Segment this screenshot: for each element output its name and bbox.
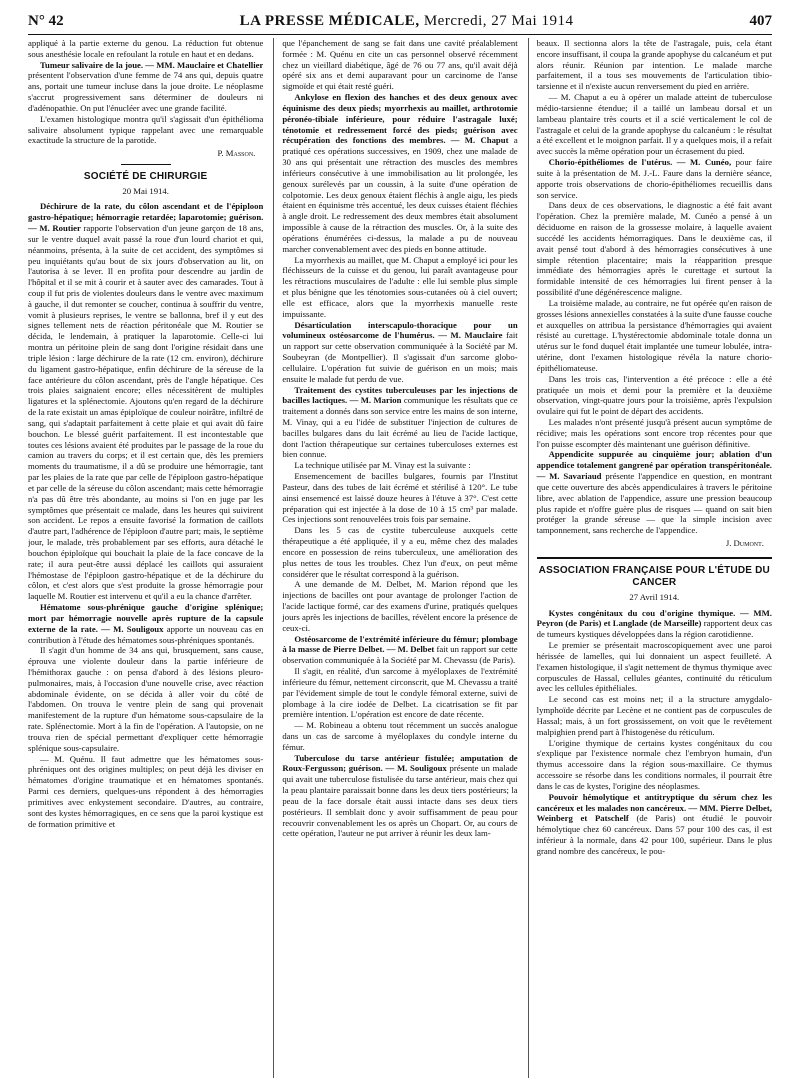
column-1 (28, 38, 263, 1078)
section-date: 20 Mai 1914. (122, 185, 169, 196)
article-text: présentent l'observation d'une femme de 74 ans qui, depuis quatre ans, portait une tumeur incluse dans la joue droite. Le néoplasme s'accrut progressivement sans déterminer de douleurs ni d'adénopathie. On put l'énucléer avec une grande facilité. (28, 70, 264, 113)
article-text: fait un rapport sur cette observation communiquée à la Société par M. Chevassu (de Paris). (282, 644, 518, 666)
paragraph: appliqué à la partie externe du genou. La réduction fut obtenue sous anesthésie locale en refoulant la rotule en haut et en dedans. (28, 38, 264, 59)
article-title: Ostéosarcome de l'extrémité inférieure du fémur; plombage à la masse de Pierre Delbet. — M. Delbet (282, 633, 518, 655)
article-text: apporte un nouveau cas en contribution à l'étude des hématomes sous-phréniques spontanés. (28, 623, 264, 645)
paragraph: La troisième malade, au contraire, ne fut opérée qu'en raison de grosses lésions annexielles constatées à la suite d'une fausse couche et auxquelles on attribua la persistance d'hémorragies qui avaient résisté au curettage. L'hystérectomie abdominale totale donna un utérus sur le fond duquel était implantée une tumeur lobulée, intra-utérine, dont l'examen histologique révéla la nature chorio-épithéliomateuse. (536, 297, 772, 373)
section-date: 27 Avril 1914. (629, 591, 680, 602)
article-text: présente un malade qui avait une tuberculose fistulisée du tarse antérieur, mais chez qui la peau plantaire paraissait bonne dans les deux tiers postérieurs; la peau de la face dorsale était aussi intacte dans ses deux tiers postérieurs. Il semblait donc y avoir suffisamment de peau pour recouvrir convenablement les os après un Chopart. Or, au cours de cette opération, l'auteur ne put arriver à réunir les deux lam- (282, 763, 518, 839)
paragraph: L'origine thymique de certains kystes congénitaux du cou s'explique par l'existence normale chez l'embryon humain, d'un thymus accessoire dans la région sous-maxillaire. Ce thymus accessoire se résorbe dans les conditions normales, il pourrait être dans le cas de kystes, l'origine des néoplasmes. (536, 737, 772, 791)
article-salivary-tumor (28, 60, 263, 114)
issue-date: Mercredi, 27 Mai 1914 (423, 12, 574, 29)
article-title: Pouvoir hémolytique et antitryptique du sérum chez les cancéreux et les malades non cancéreux. — MM. Pierre Delbet, Weinberg et Patschelf (536, 791, 772, 824)
article-text: présente l'appendice en question, en montrant que cette ouverture des abcès appendiculaires à travers le péritoine libre, avec ablation de l'appendice, assure une pression beaucoup plus rapide et n'offre guère plus de risques — quand on sait bien protéger la grande séreuse — que la simple incision avec tamponnement, sans recherche de l'appendice. (536, 471, 772, 536)
article-congenital-cysts (537, 608, 772, 640)
article-title: Appendicite suppurée au cinquième jour; ablation d'un appendice totalement gangrené par opération transpéritonéale. — M. Savariaud (536, 449, 772, 482)
article-text: a pratiqué ces opérations successives, en 1909, chez une malade de 30 ans qui présentait une rétraction des muscles des membres inférieurs consécutive à une immobilisation au lit prolongée, les genoux surélevés par un coussin, à la suite d'une opération de colpotomie. Les deux genoux étaient fléchis à angle aigu, les pieds étaient en équinisme très accentué, les deux cuisses étaient fléchies à angle droit. Le redressement des deux membres était absolument impossible à cause de la rétraction des muscles. Or, à la suite des opérations énumérées ci-dessus, la malade a pu de nouveau marcher convenablement avec des pieds en bonne attitude. (282, 135, 518, 254)
section-title: ASSOCIATION FRANÇAISE POUR L'ÉTUDE DU CANCER (538, 564, 770, 589)
article-appendicitis (537, 449, 772, 536)
column-2 (273, 38, 517, 1078)
article-hemolytic-power (537, 792, 772, 857)
paragraph: — M. Quénu. Il faut admettre que les hématomes sous-phréniques ont des origines multiples; on peut déjà les diviser en hématomes d'origine traumatique et en hématomes spontanés. Parmi ces derniers, quelques-uns répondent à des hémorragies primitives avec enkystement secondaire. D'autres, au contraire, sont des kystes hémorragiques, en ce sens que la paroi kystique est de formation primitive et (28, 753, 264, 829)
article-text: communique les résultats que ce traitement a donnés dans son service entre les mains de son interne, M. Vinay, qui a eu l'idée de substituer l'injection de cultures de bacilles bulgares dans du lait écrémé au lieu de l'acide lactique, dont l'action thérapeutique sur certaines tuberculoses externes est bien connue. (282, 395, 518, 460)
article-text: (de Paris) ont étudié le pouvoir hémolytique chez 60 cancéreux. Dans 57 pour 100 des cas, il est inférieur à la normale, dans 42 pour 100, supérieur. Dans le plus grand nombre des cancéreux, le pou- (536, 813, 772, 856)
paragraph: beaux. Il sectionna alors la tête de l'astragale, puis, cela étant encore insuffisant, il coupa la grande apophyse du calcanéum et put alors réunir. Réunion par intention. Le malade marche parfaitement, il a tous ses mouvements de l'articulation tibio-tarsienne et il n'existe aucun renversement du pied en arrière. (536, 38, 772, 92)
paragraph: L'examen histologique montra qu'il s'agissait d'un épithélioma salivaire absolument typique rappelant avec une remarquable exactitude la structure de la parotide. (28, 113, 264, 146)
article-osteosarcoma (282, 634, 517, 666)
columns (28, 38, 772, 1078)
article-title: Ankylose en flexion des hanches et des deux genoux avec équinisme des deux pieds; myorrhexis au maillet, arthrotomie péronéo-tibiale inférieure, pour réduire l'astragale luxé; ténotomie et redressement forcé des pieds; guérison avec récupération des fonctions des membres. — M. Chaput (282, 92, 518, 146)
divider (537, 557, 772, 559)
paragraph: Il s'agit d'un homme de 34 ans qui, brusquement, sans cause, éprouva une violente douleur dans la partie inférieure de l'hémithorax gauche : on pensa d'abord à des lésions pleuro-pulmonaires, mais, à l'occasion d'une nouvelle crise, avec réaction abdominale évidente, on se décida à aller voir du côté de l'abdomen. On trouva le ventre plein de sang qui provenait manifestement de la rupture d'un hématome sous-capsulaire de la rate. Splénectomie. Mort à la fin de l'opération. A l'autopsie, on ne trouva rien de spécial permettant d'expliquer cette hémorragie splénique sous-capsulaire. (28, 645, 264, 753)
article-ankylosis (282, 92, 517, 254)
article-chorio-epithelioma (537, 157, 772, 200)
paragraph: que l'épanchement de sang se fait dans une cavité préalablement formée : M. Quénu en cite un cas personnel observé récemment chez un vieillard diabétique, âgé de 76 ou 77 ans, qu'il avait déjà opéré six ans et demi auparavant pour un carcinome de l'anse sigmoïde et qui était resté guéri. (282, 38, 518, 92)
article-title: Hématome sous-phrénique gauche d'origine splénique; mort par hémorragie nouvelle après rupture de la capsule externe de la rate. — M. Souligoux (28, 602, 264, 634)
journal-title: LA PRESSE MÉDICALE, (239, 12, 420, 29)
paragraph: — M. Chaput a eu à opérer un malade atteint de tuberculose médio-tarsienne étendue; il a taillé un lambeau dorsal et un lambeau plantaire très courts et il a scié verticalement le col de l'astragale et celui de la grande apophyse du calcanéum : le résultat a été excellent et le moignon parfait. Il y a quelques mois, il a refait avec succès la même opération pour un écrasement du pied. (536, 92, 772, 157)
article-text: fait un rapport sur cette observation communiquée à la Société par M. Soubeyran (de Montpellier). Il s'agissait d'un sarcome globo-cellulaire. L'opération fut suivie de guérison en un mois; mais ensuite le malade fut perdu de vue. (282, 330, 518, 384)
page-header (28, 8, 772, 35)
paragraph: Il s'agit, en réalité, d'un sarcome à myéloplaxes de l'extrémité inférieure du fémur, nettement circonscrit, que M. Chevassu a traité par l'évidement simple de tout le condyle fémoral externe, suivi de plombage à la cire iodée de Delbet. La cicatrisation se fit par première intention. L'opération est encore de date récente. (282, 666, 518, 720)
page-number: 407 (749, 12, 772, 29)
article-title: Tumeur salivaire de la joue. — MM. Mauclaire et Chatellier (40, 59, 264, 70)
signature: P. Masson. (217, 148, 256, 159)
article-title: Déchirure de la rate, du côlon ascendant et de l'épiploon gastro-hépatique; hémorragie retardée; laparotomie; guérison. — M. Routier (28, 201, 264, 234)
section-title: SOCIÉTÉ DE CHIRURGIE (83, 171, 208, 183)
article-text: rapporte l'observation d'un jeune garçon de 18 ans, sur le ventre duquel avait passé la roue d'un lourd chariot et qui, néanmoins, présenta, à la suite de cet accident, des symptômes si peu inquiétants qu'au bout de six jours d'observation au lit, on l'autorisa à se lever. Il en profita pour descendre au jardin de l'hôpital et il se mit à courir et à sauter avec des camarades. Tout à coup il fut pris de violentes douleurs dans le ventre avec maximum à gauche, il dut remonter se coucher, continua à souffrir du ventre, vomit à plusieurs reprises, le ventre se ballonna, bref il y eut des signes tellement nets de réaction péritonéale que M. Routier se décida, le lendemain, à pratiquer la laparotomie. Celle-ci lui montra un péritoine plein de sang dont l'origine résidait dans une triple lésion : large déchirure de la rate (12 cm. environ), déchirure du ligament gastro-hépatique, enfin déchirure de la séreuse de la face antérieure du côlon ascendant, près de l'angle hépatique. Ces trois plaies saignaient encore; elles nécessitèrent de multiples ligatures et la splénectomie. Ajoutons qu'en regard de la déchirure de la rate existait un amas épiploïque de couleur noirâtre, infiltré de sang, qui s'adaptait parfaitement à cette plaie et qui avait dû faire bouchon. Le blessé guérit parfaitement. Il est incontestable que toutes ces lésions avaient été produites par le passage de la roue du camion au travers du corps; et il est certain que, dès les premiers moments du traumatisme, il a dû se produire une hémorragie, tant par les plaies de la rate que par celle de l'épiploon gastro-hépatique et par celle de la séreuse du côlon ascendant; mais cette hémorragie n'a pas dû être très abondante, au moins si l'on en juge par les symptômes que présentait ce malade, dans les heures qui suivirent son accident. Le repos a ensuite favorisé la formation de caillots d'autre part, l'adhérence de l'épiploon d'autre part; mais, le septième jour, le malade, très probablement par ses efforts, aura détaché le bouchon épiploïque qui bouchait la plaie de la face concave de la rate; il aura peut-être aussi déplacé les caillots qui assuraient l'hémostase de l'épiploon gastro-hépatique et de la déchirure du côlon, et c'est alors que s'est produite la grosse hémorragie pour laquelle M. Routier est intervenu et qu'il a eu la chance d'arrêter. (28, 223, 264, 602)
article-tarsus-tuberculosis (282, 753, 517, 840)
article-title: Tuberculose du tarse antérieur fistulée; amputation de Roux-Fergusson; guérison. — M. Souligoux (282, 752, 518, 774)
paragraph: Dans les trois cas, l'intervention a été précoce : elle a été pratiquée un mois et demi pour la première et la deuxième observation, vingt-quatre jours pour la troisième, après l'expulsion ovulaire qui fut le point de départ des accidents. (536, 373, 772, 417)
article-title: Traitement des cystites tuberculeuses par les injections de bacilles lactiques. — M. Marion (282, 384, 518, 406)
column-3 (528, 38, 772, 1078)
article-text: rapportent deux cas de tumeurs kystiques développées dans la région carotidienne. (536, 618, 772, 640)
article-title: Chorio-épithéliomes de l'utérus. — M. Cunéo, (548, 157, 732, 168)
paragraph: Les malades n'ont présenté jusqu'à présent aucun symptôme de récidive; mais les opérations sont encore trop récentes pour que l'on puisse escompter dès maintenant une guérison définitive. (536, 416, 772, 449)
paragraph: La myorrhexis au maillet, que M. Chaput a employé ici pour les fléchisseurs de la cuisse et du genou, lui paraît avantageuse pour les rétractions musculaires de l'adulte : elle lui semble plus simple et plus bénigne que les ténotomies sous-cutanées où à ciel ouvert; elle est efficace, alors que la myorrhexis manuelle reste impuissante. (282, 254, 518, 319)
article-title: Désarticulation interscapulo-thoracique pour un volumineux ostéosarcome de l'humérus. — M. Mauclaire (282, 319, 518, 341)
article-title: Kystes congénitaux du cou d'origine thymique. — MM. Peyron (de Paris) et Langlade (de Marseille) (536, 607, 772, 629)
paragraph: La technique utilisée par M. Vinay est la suivante : (294, 460, 471, 471)
signature: J. Dumont. (725, 538, 764, 549)
paragraph: Le second cas est moins net; il a la structure amygdalo-lymphoïde décrite par Lecène et ne contient pas de corpuscules de Hassal; mais, à un fort grossissement, on voit que le revêtement malpighien prend part à l'histogenèse du réticulum. (536, 694, 772, 737)
article-subphrenic-hematoma (28, 602, 263, 645)
paragraph: Dans les 5 cas de cystite tuberculeuse auxquels cette thérapeutique a été appliquée, il y a eu, même chez des malades encore en possession de reins tuberculeux, une amélioration des plus nettes de tous les troubles. Chez l'un d'eux, on peut même considérer que le résultat correspond à la guérison. (282, 525, 518, 579)
article-text: pour faire suite à la présentation de M. J.-L. Faure dans la dernière séance, apporte trois observations de chorio-épithéliomes recueillis dans son service. (536, 157, 772, 200)
article-disarticulation (282, 320, 517, 385)
article-spleen-tear (28, 201, 263, 602)
paragraph: Ensemencement de bacilles bulgares, fournis par l'Institut Pasteur, dans des tubes de lait écrémé et stérilisé à 120°. Le tube ainsi ensemencé est laissé douze heures à l'étuve à 37°. C'est cette préparation qui est injectée à la dose de 10 à 15 cm³ par malade. Ces injections sont renouvelées trois fois par semaine. (282, 471, 518, 525)
paragraph: A une demande de M. Delbet, M. Marion répond que les injections de bacilles ont pour avantage de prolonger l'action de l'acide lactique formé, car des examens d'urine, pratiqués quelques jours après les injections de bacilles, révèlent encore la présence de ceux-ci. (282, 579, 518, 633)
paragraph: — M. Robineau a obtenu tout récemment un succès analogue dans un cas de sarcome à myéloplaxes du condyle interne du fémur. (282, 720, 518, 752)
paragraph: Dans deux de ces observations, le diagnostic a été fait avant l'opération. Chez la première malade, M. Cunéo a pensé à un déciduome en raison de la grossesse molaire, à laquelle avaient succédé les accidents hémorragiques. Dans le deuxième cas, il avait pensé tout d'abord à des hémorragies consécutives à une simple rétention placentaire; mais la réapparition presque immédiate des hémorragies après le curettage et surtout la formidable intensité de ces hémorragies lui firent penser à la possibilité d'une dégénérescence maligne. (536, 200, 772, 298)
masthead (240, 13, 574, 30)
paragraph: Le premier se présentait macroscopiquement avec une paroi hérissée de lamelles, qui lui donnaient un aspect feuilleté. A l'examen histologique, il s'agit nettement de thymus thymique avec corpuscules de Hassal, cellules géantes, continuité du réticulum avec les cellules épithéliales. (536, 640, 772, 694)
issue-number: N° 42 (28, 12, 64, 29)
divider (121, 164, 171, 165)
article-cystitis (282, 385, 517, 461)
